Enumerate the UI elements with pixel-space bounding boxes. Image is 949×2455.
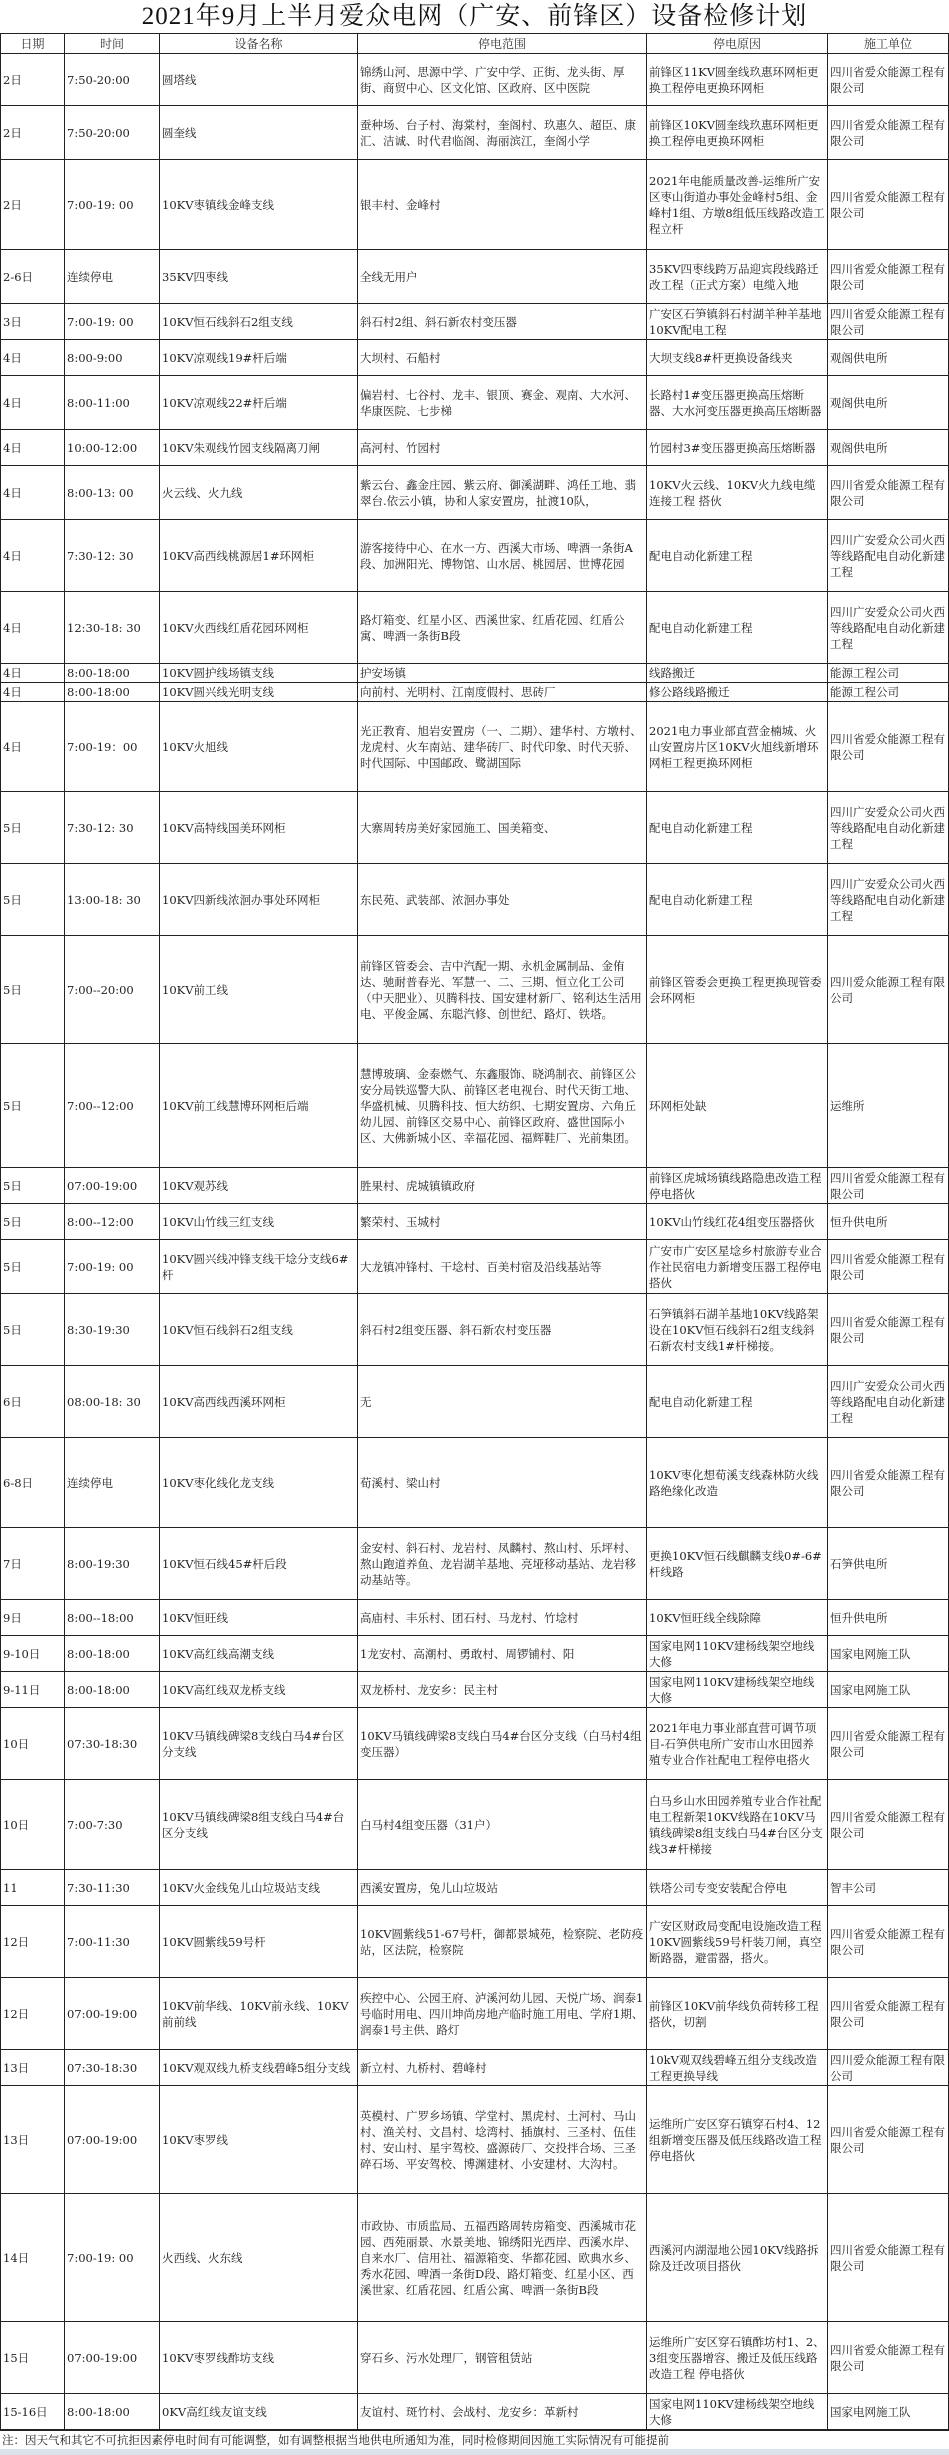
cell-reason: 运维所广安区穿石镇穿石村4、12组新增变压器及低压线路改造工程停电搭伙 bbox=[647, 2086, 828, 2194]
cell-time: 7:00-19: 00 bbox=[65, 304, 160, 340]
cell-date: 4日 bbox=[1, 664, 65, 683]
cell-reason: 10KV山竹线红花4组变压器搭伙 bbox=[647, 1204, 828, 1240]
cell-date: 3日 bbox=[1, 304, 65, 340]
cell-unit: 恒升供电所 bbox=[828, 1204, 949, 1240]
cell-date: 9日 bbox=[1, 1600, 65, 1636]
table-row bbox=[1, 54, 949, 106]
table-row bbox=[1, 2194, 949, 2322]
cell-date: 5日 bbox=[1, 1294, 65, 1366]
cell-device: 10KV凉观线19#杆后端 bbox=[160, 340, 358, 376]
cell-unit: 国家电网施工队 bbox=[828, 2394, 949, 2430]
cell-reason: 石笋镇斜石湖羊基地10KV线路架设在10KV恒石线斜石2组支线斜石新农村支线1#杆梯接。 bbox=[647, 1294, 828, 1366]
cell-date: 4日 bbox=[1, 520, 65, 592]
table-row bbox=[1, 2050, 949, 2086]
cell-device: 10KV火旭线 bbox=[160, 702, 358, 792]
footnote: 注：因天气和其它不可抗拒因素停电时间有可能调整，如有调整根据当地供电所通知为准，同时检修期间因施工实际情况有可能提前 bbox=[0, 2430, 949, 2449]
cell-reason: 运维所广安区穿石镇酢坊村1、2、3组变压器增容、搬迁及低压线路改造工程 停电搭伙 bbox=[647, 2322, 828, 2394]
cell-reason: 白马乡山水田园养殖专业合作社配电工程新架10KV线路在10KV马镇线碑梁8组支线白马4#台区分支线3#杆梯接 bbox=[647, 1780, 828, 1870]
cell-date: 14日 bbox=[1, 2194, 65, 2322]
cell-time: 08:00-18: 30 bbox=[65, 1366, 160, 1438]
cell-device: 10KV高西线西溪环网柜 bbox=[160, 1366, 358, 1438]
cell-time: 8:00-18:00 bbox=[65, 2394, 160, 2430]
cell-reason: 前锋区11KV圆奎线玖惠环网柜更换工程停电更换环网柜 bbox=[647, 54, 828, 106]
column-header-unit: 施工单位 bbox=[828, 34, 949, 54]
table-row bbox=[1, 1600, 949, 1636]
cell-scope: 高庙村、丰乐村、团石村、马龙村、竹埝村 bbox=[358, 1600, 647, 1636]
cell-scope: 英模村、广罗乡场镇、学堂村、黑虎村、土河村、马山村、渔关村、文昌村、埝湾村、插旗村、三圣村、伍佳村、安山村、星宇驾校、盛源砖厂、交投拌合场、三圣碎石场、平安驾校、博渊建材、小安建材、大沟村。 bbox=[358, 2086, 647, 2194]
cell-date: 13日 bbox=[1, 2050, 65, 2086]
cell-time: 8:00-18:00 bbox=[65, 1636, 160, 1672]
cell-reason: 长路村1#变压器更换高压熔断器、大水河变压器更换高压熔断器 bbox=[647, 376, 828, 430]
cell-reason: 铁塔公司专变安装配合停电 bbox=[647, 1870, 828, 1906]
cell-unit: 恒升供电所 bbox=[828, 1600, 949, 1636]
table-row bbox=[1, 1672, 949, 1708]
cell-unit: 四川广安爱众公司火西等线路配电自动化新建工程 bbox=[828, 1366, 949, 1438]
cell-date: 4日 bbox=[1, 376, 65, 430]
table-row bbox=[1, 466, 949, 520]
table-row bbox=[1, 250, 949, 304]
cell-unit: 四川省爱众能源工程有限公司 bbox=[828, 106, 949, 160]
cell-scope: 锦绣山河、思源中学、广安中学、正街、龙头街、厚街、商贸中心、区文化馆、区政府、区中医院 bbox=[358, 54, 647, 106]
cell-date: 4日 bbox=[1, 702, 65, 792]
cell-unit: 四川广安爱众公司火西等线路配电自动化新建工程 bbox=[828, 792, 949, 864]
cell-date: 10日 bbox=[1, 1780, 65, 1870]
cell-scope: 疾控中心、公园王府、泸溪河幼儿园、天悦广场、润泰1号临时用电、四川坤尚房地产临时施工用电、学府1期、润泰1号主供、路灯 bbox=[358, 1978, 647, 2050]
cell-scope: 路灯箱变、红星小区、西溪世家、红盾花园、红盾公寓、啤酒一条街B段 bbox=[358, 592, 647, 664]
table-body bbox=[1, 54, 949, 2430]
cell-reason: 环网柜处缺 bbox=[647, 1044, 828, 1168]
cell-unit: 国家电网施工队 bbox=[828, 1672, 949, 1708]
cell-device: 10KV恒石线45#杆后段 bbox=[160, 1528, 358, 1600]
cell-device: 10KV恒旺线 bbox=[160, 1600, 358, 1636]
cell-device: 10KV马镇线碑梁8组支线白马4#台区分支线 bbox=[160, 1780, 358, 1870]
cell-scope: 白马村4组变压器（31户） bbox=[358, 1780, 647, 1870]
cell-device: 10KV恒石线斜石2组支线 bbox=[160, 1294, 358, 1366]
cell-device: 10KV枣化线化龙支线 bbox=[160, 1438, 358, 1528]
cell-reason: 10KV枣化想荀溪支线森林防火线路绝缘化改造 bbox=[647, 1438, 828, 1528]
cell-unit: 四川省爱众能源工程有限公司 bbox=[828, 250, 949, 304]
table-row bbox=[1, 936, 949, 1044]
cell-date: 9-11日 bbox=[1, 1672, 65, 1708]
cell-time: 7:00-7:30 bbox=[65, 1780, 160, 1870]
table-row bbox=[1, 1240, 949, 1294]
cell-time: 7:00-11:30 bbox=[65, 1906, 160, 1978]
table-row bbox=[1, 430, 949, 466]
table-row bbox=[1, 664, 949, 683]
cell-date: 4日 bbox=[1, 430, 65, 466]
cell-reason: 前锋区虎城场镇线路隐患改造工程停电搭伙 bbox=[647, 1168, 828, 1204]
table-row bbox=[1, 864, 949, 936]
cell-scope: 大龙镇冲锋村、干埝村、百美村宿及沿线基站等 bbox=[358, 1240, 647, 1294]
cell-time: 连续停电 bbox=[65, 1438, 160, 1528]
cell-reason: 配电自动化新建工程 bbox=[647, 520, 828, 592]
cell-time: 7:00-19: 00 bbox=[65, 1240, 160, 1294]
cell-device: 10KV朱观线竹园支线隔离刀闸 bbox=[160, 430, 358, 466]
cell-reason: 竹园村3#变压器更换高压熔断器 bbox=[647, 430, 828, 466]
table-row bbox=[1, 792, 949, 864]
table-row bbox=[1, 1708, 949, 1780]
cell-device: 10KV高红线高潮支线 bbox=[160, 1636, 358, 1672]
cell-date: 12日 bbox=[1, 1978, 65, 2050]
cell-reason: 前锋区10KV前华线负荷转移工程搭伙，切割 bbox=[647, 1978, 828, 2050]
cell-unit: 四川省爱众能源工程有限公司 bbox=[828, 160, 949, 250]
cell-scope: 护安场镇 bbox=[358, 664, 647, 683]
table-row bbox=[1, 160, 949, 250]
table-row bbox=[1, 520, 949, 592]
cell-device: 35KV四枣线 bbox=[160, 250, 358, 304]
cell-scope: 斜石村2组变压器、斜石新农村变压器 bbox=[358, 1294, 647, 1366]
cell-scope: 大寨周转房美好家园施工、国美箱变、 bbox=[358, 792, 647, 864]
cell-reason: 前锋区10KV圆奎线玖惠环网柜更换工程停电更换环网柜 bbox=[647, 106, 828, 160]
cell-reason: 2021电力事业部直营金楠城、火山安置房片区10KV火旭线新增环网柜工程更换环网柜 bbox=[647, 702, 828, 792]
cell-reason: 国家电网110KV建杨线架空地线大修 bbox=[647, 2394, 828, 2430]
cell-scope: 新立村、九桥村、碧峰村 bbox=[358, 2050, 647, 2086]
cell-device: 10KV恒石线斜石2组支线 bbox=[160, 304, 358, 340]
cell-device: 10KV山竹线三红支线 bbox=[160, 1204, 358, 1240]
cell-reason: 西溪河内湖湿地公园10KV线路拆除及迁改项目搭伙 bbox=[647, 2194, 828, 2322]
maintenance-table bbox=[0, 33, 949, 2430]
cell-reason: 10KV恒旺线全线除障 bbox=[647, 1600, 828, 1636]
cell-scope: 光正教育、旭岩安置房（一、二期）、建华村、方墩村、龙虎村、火车南站、建华砖厂、时代印象、时代天骄、时代国际、中国邮政、鹭湖国际 bbox=[358, 702, 647, 792]
cell-reason: 前锋区管委会更换工程更换现管委会环网柜 bbox=[647, 936, 828, 1044]
cell-device: 10KV前华线、10KV前永线、10KV前前线 bbox=[160, 1978, 358, 2050]
cell-time: 7:50-20:00 bbox=[65, 106, 160, 160]
cell-unit: 四川省爱众能源工程有限公司 bbox=[828, 2194, 949, 2322]
cell-reason: 线路搬迁 bbox=[647, 664, 828, 683]
cell-time: 07:00-19:00 bbox=[65, 1168, 160, 1204]
cell-reason: 配电自动化新建工程 bbox=[647, 792, 828, 864]
cell-device: 10KV凉观线22#杆后端 bbox=[160, 376, 358, 430]
cell-unit: 四川广安爱众公司火西等线路配电自动化新建工程 bbox=[828, 520, 949, 592]
table-header-row bbox=[1, 34, 949, 54]
table-row bbox=[1, 1204, 949, 1240]
cell-unit: 国家电网施工队 bbox=[828, 1636, 949, 1672]
cell-date: 5日 bbox=[1, 936, 65, 1044]
cell-time: 07:30-18:30 bbox=[65, 2050, 160, 2086]
cell-reason: 国家电网110KV建杨线架空地线大修 bbox=[647, 1672, 828, 1708]
cell-reason: 广安区石笋镇斜石村湖羊种羊基地10KV配电工程 bbox=[647, 304, 828, 340]
table-row bbox=[1, 1870, 949, 1906]
column-header-scope: 停电范围 bbox=[358, 34, 647, 54]
cell-unit: 四川省爱众能源工程有限公司 bbox=[828, 2322, 949, 2394]
cell-reason: 大坝支线8#杆更换设备线夹 bbox=[647, 340, 828, 376]
cell-time: 8:00-19:30 bbox=[65, 1528, 160, 1600]
column-header-device: 设备名称 bbox=[160, 34, 358, 54]
table-row bbox=[1, 1636, 949, 1672]
cell-scope: 斜石村2组、斜石新农村变压器 bbox=[358, 304, 647, 340]
cell-unit: 四川省爱众能源工程有限公司 bbox=[828, 466, 949, 520]
cell-unit: 智丰公司 bbox=[828, 1870, 949, 1906]
cell-scope: 胜果村、虎城镇镇政府 bbox=[358, 1168, 647, 1204]
cell-date: 13日 bbox=[1, 2086, 65, 2194]
column-header-reason: 停电原因 bbox=[647, 34, 828, 54]
cell-date: 4日 bbox=[1, 340, 65, 376]
cell-time: 7:50-20:00 bbox=[65, 54, 160, 106]
cell-device: 10KV圆兴线冲锋支线干埝分支线6#杆 bbox=[160, 1240, 358, 1294]
cell-scope: 蚕种场、台子村、海棠村，奎阁村、玖惠久、超臣、康汇、洁诚、时代君临阁、海丽滨江，奎阁小学 bbox=[358, 106, 647, 160]
cell-reason: 2021年电能质量改善-运维所广安区枣山街道办事处金峰村5组、金峰村1组、方墩8组低压线路改造工程立杆 bbox=[647, 160, 828, 250]
cell-device: 0KV高红线友谊支线 bbox=[160, 2394, 358, 2430]
cell-time: 12:30-18: 30 bbox=[65, 592, 160, 664]
cell-scope: 10KV圆紫线51-67号杆，御都景城苑，检察院、老防疫站，区法院，检察院 bbox=[358, 1906, 647, 1978]
cell-unit: 能源工程公司 bbox=[828, 683, 949, 702]
cell-device: 10KV前工线 bbox=[160, 936, 358, 1044]
cell-device: 10KV观苏线 bbox=[160, 1168, 358, 1204]
table-row bbox=[1, 592, 949, 664]
table-row bbox=[1, 1294, 949, 1366]
cell-unit: 观阁供电所 bbox=[828, 376, 949, 430]
cell-unit: 四川广安爱众公司火西等线路配电自动化新建工程 bbox=[828, 592, 949, 664]
cell-scope: 高河村、竹园村 bbox=[358, 430, 647, 466]
cell-time: 7:30-12: 30 bbox=[65, 520, 160, 592]
cell-scope: 东民苑、武装部、浓洄办事处 bbox=[358, 864, 647, 936]
cell-date: 2日 bbox=[1, 54, 65, 106]
cell-date: 5日 bbox=[1, 1240, 65, 1294]
cell-scope: 繁荣村、玉城村 bbox=[358, 1204, 647, 1240]
cell-scope: 向前村、光明村、江南度假村、思砖厂 bbox=[358, 683, 647, 702]
table-row bbox=[1, 1044, 949, 1168]
table-row bbox=[1, 2322, 949, 2394]
cell-time: 8:00--12:00 bbox=[65, 1204, 160, 1240]
cell-scope: 全线无用户 bbox=[358, 250, 647, 304]
cell-device: 10KV圆兴线光明支线 bbox=[160, 683, 358, 702]
cell-unit: 四川省爱众能源工程有限公司 bbox=[828, 1438, 949, 1528]
cell-time: 07:30-18:30 bbox=[65, 1708, 160, 1780]
cell-scope: 市政协、市质监局、五福西路周转房箱变、西溪城市花园、西苑丽景、水景美地、锦绣阳光西岸、西溪水岸、自来水厂、信用社、福源箱变、华都花园、欧典水乡、秀水花园、啤酒一条街D段、路灯箱变、红星小区、西溪世家、红盾花园、红盾公寓、啤酒一条街B段 bbox=[358, 2194, 647, 2322]
table-row bbox=[1, 683, 949, 702]
page-title: 2021年9月上半月爱众电网（广安、前锋区）设备检修计划 bbox=[141, 3, 808, 30]
cell-device: 10KV观双线九桥支线碧峰5组分支线 bbox=[160, 2050, 358, 2086]
cell-time: 8:00-13: 00 bbox=[65, 466, 160, 520]
cell-unit: 观阁供电所 bbox=[828, 340, 949, 376]
cell-unit: 石笋供电所 bbox=[828, 1528, 949, 1600]
cell-unit: 四川省爱众能源工程有限公司 bbox=[828, 1240, 949, 1294]
cell-time: 13:00-18: 30 bbox=[65, 864, 160, 936]
table-row bbox=[1, 1528, 949, 1600]
cell-reason: 更换10KV恒石线麒麟支线0#-6#杆线路 bbox=[647, 1528, 828, 1600]
cell-time: 8:00-9:00 bbox=[65, 340, 160, 376]
cell-time: 8:00-18:00 bbox=[65, 683, 160, 702]
cell-device: 10KV火西线红盾花园环网柜 bbox=[160, 592, 358, 664]
table-row bbox=[1, 1906, 949, 1978]
cell-date: 5日 bbox=[1, 792, 65, 864]
cell-device: 10KV高西线桃源居1#环网柜 bbox=[160, 520, 358, 592]
table-row bbox=[1, 702, 949, 792]
cell-time: 7:00--20:00 bbox=[65, 936, 160, 1044]
table-row bbox=[1, 1366, 949, 1438]
cell-device: 10KV马镇线碑梁8支线白马4#台区分支线 bbox=[160, 1708, 358, 1780]
cell-date: 5日 bbox=[1, 1204, 65, 1240]
cell-unit: 四川省爱众能源工程有限公司 bbox=[828, 1708, 949, 1780]
cell-date: 4日 bbox=[1, 683, 65, 702]
cell-date: 6日 bbox=[1, 1366, 65, 1438]
cell-device: 10KV高特线国美环网柜 bbox=[160, 792, 358, 864]
cell-date: 4日 bbox=[1, 592, 65, 664]
cell-scope: 双龙桥村、龙安乡：民主村 bbox=[358, 1672, 647, 1708]
table-row bbox=[1, 1978, 949, 2050]
cell-device: 火西线、火东线 bbox=[160, 2194, 358, 2322]
cell-unit: 四川爱众能源工程有限公司 bbox=[828, 936, 949, 1044]
cell-scope: 友谊村、斑竹村、会战村、龙安乡：革新村 bbox=[358, 2394, 647, 2430]
cell-reason: 2021年电力事业部直营可调节项目-石笋供电所广安市山水田园养殖专业合作社配电工程停电搭火 bbox=[647, 1708, 828, 1780]
cell-device: 10KV圆护线场镇支线 bbox=[160, 664, 358, 683]
cell-date: 7日 bbox=[1, 1528, 65, 1600]
table-row bbox=[1, 106, 949, 160]
cell-date: 12日 bbox=[1, 1906, 65, 1978]
column-header-time: 时间 bbox=[65, 34, 160, 54]
cell-date: 5日 bbox=[1, 864, 65, 936]
cell-unit: 观阁供电所 bbox=[828, 430, 949, 466]
cell-unit: 四川广安爱众公司火西等线路配电自动化新建工程 bbox=[828, 864, 949, 936]
cell-reason: 广安市广安区星埝乡村旅游专业合作社民宿电力新增变压器工程停电搭伙 bbox=[647, 1240, 828, 1294]
cell-reason: 配电自动化新建工程 bbox=[647, 592, 828, 664]
cell-scope: 荀溪村、梁山村 bbox=[358, 1438, 647, 1528]
cell-scope: 1龙安村、高潮村、勇敢村、周锣铺村、阳 bbox=[358, 1636, 647, 1672]
table-row bbox=[1, 1780, 949, 1870]
cell-time: 7:30-12: 30 bbox=[65, 792, 160, 864]
cell-date: 2日 bbox=[1, 106, 65, 160]
cell-unit: 四川爱众能源工程有限公司 bbox=[828, 2050, 949, 2086]
cell-time: 10:00-12:00 bbox=[65, 430, 160, 466]
cell-reason: 10KV火云线、10KV火九线电缆连接工程 搭伙 bbox=[647, 466, 828, 520]
cell-device: 10KV枣罗线 bbox=[160, 2086, 358, 2194]
cell-device: 10KV高红线双龙桥支线 bbox=[160, 1672, 358, 1708]
table-row bbox=[1, 2086, 949, 2194]
cell-time: 8:00--18:00 bbox=[65, 1600, 160, 1636]
cell-device: 圆奎线 bbox=[160, 106, 358, 160]
cell-reason: 配电自动化新建工程 bbox=[647, 864, 828, 936]
cell-unit: 四川省爱众能源工程有限公司 bbox=[828, 304, 949, 340]
cell-scope: 金安村、斜石村、龙岩村、凤麟村、熬山村、乐坪村、熬山跑道养鱼、龙岩湖羊基地、亮垭移动基站、龙岩移动基站等。 bbox=[358, 1528, 647, 1600]
cell-scope: 穿石乡、污水处理厂，钢管租赁站 bbox=[358, 2322, 647, 2394]
cell-device: 火云线、火九线 bbox=[160, 466, 358, 520]
table-row bbox=[1, 1168, 949, 1204]
cell-scope: 偏岩村、七谷村、龙丰、银顶、赛金、观南、大水河、华康医院、七步梯 bbox=[358, 376, 647, 430]
cell-device: 圆塔线 bbox=[160, 54, 358, 106]
cell-unit: 四川省爱众能源工程有限公司 bbox=[828, 702, 949, 792]
cell-date: 15日 bbox=[1, 2322, 65, 2394]
cell-date: 15-16日 bbox=[1, 2394, 65, 2430]
cell-time: 7:00-19：00 bbox=[65, 702, 160, 792]
cell-time: 7:00-19: 00 bbox=[65, 2194, 160, 2322]
cell-date: 9-10日 bbox=[1, 1636, 65, 1672]
cell-device: 10KV前工线慧博环网柜后端 bbox=[160, 1044, 358, 1168]
cell-time: 8:00-18:00 bbox=[65, 1672, 160, 1708]
cell-reason: 国家电网110KV建杨线架空地线大修 bbox=[647, 1636, 828, 1672]
cell-time: 7:00-19: 00 bbox=[65, 160, 160, 250]
cell-device: 10KV枣镇线金峰支线 bbox=[160, 160, 358, 250]
cell-time: 07:00-19:00 bbox=[65, 2086, 160, 2194]
cell-reason: 35KV四枣线跨万品迎宾段线路迁改工程（正式方案）电缆入地 bbox=[647, 250, 828, 304]
cell-device: 10KV枣罗线酢坊支线 bbox=[160, 2322, 358, 2394]
cell-time: 07:00-19:00 bbox=[65, 2322, 160, 2394]
cell-time: 7:30-11:30 bbox=[65, 1870, 160, 1906]
cell-unit: 四川省爱众能源工程有限公司 bbox=[828, 1168, 949, 1204]
cell-date: 5日 bbox=[1, 1168, 65, 1204]
cell-time: 7:00--12:00 bbox=[65, 1044, 160, 1168]
cell-scope: 紫云台、鑫金庄园、紫云府、御溪湖畔、鸿任工地、翡翠台.依云小镇，协和人家安置房，扯渡10队， bbox=[358, 466, 647, 520]
cell-unit: 能源工程公司 bbox=[828, 664, 949, 683]
cell-scope: 慧博玻璃、金泰燃气、东鑫服饰、晓鸿制衣、前锋区公安分局铁巡警大队、前锋区老电视台、时代天街工地、华盛机械、贝腾科技、恒大纺织、七期安置房、六角丘幼儿园、前锋区交易中心、前锋区政府、盛世国际小区、大佛新城小区、幸福花园、福辉鞋厂、光前集团。 bbox=[358, 1044, 647, 1168]
cell-time: 8:00-18:00 bbox=[65, 664, 160, 683]
cell-unit: 四川省爱众能源工程有限公司 bbox=[828, 54, 949, 106]
cell-time: 8:00-11:00 bbox=[65, 376, 160, 430]
cell-time: 连续停电 bbox=[65, 250, 160, 304]
cell-date: 2-6日 bbox=[1, 250, 65, 304]
cell-unit: 四川省爱众能源工程有限公司 bbox=[828, 1780, 949, 1870]
cell-device: 10KV圆紫线59号杆 bbox=[160, 1906, 358, 1978]
cell-scope: 西溪安置房，兔儿山垃圾站 bbox=[358, 1870, 647, 1906]
cell-unit: 四川省爱众能源工程有限公司 bbox=[828, 1978, 949, 2050]
cell-time: 07:00-19:00 bbox=[65, 1978, 160, 2050]
cell-time: 8:30-19:30 bbox=[65, 1294, 160, 1366]
sheet-bottom-edge bbox=[0, 2449, 949, 2455]
cell-scope: 银丰村、金峰村 bbox=[358, 160, 647, 250]
table-row bbox=[1, 340, 949, 376]
cell-date: 5日 bbox=[1, 1044, 65, 1168]
cell-date: 4日 bbox=[1, 466, 65, 520]
table-row bbox=[1, 376, 949, 430]
cell-reason: 10kV观双线碧峰五组分支线改造工程更换导线 bbox=[647, 2050, 828, 2086]
cell-unit: 四川省爱众能源工程有限公司 bbox=[828, 1906, 949, 1978]
cell-scope: 无 bbox=[358, 1366, 647, 1438]
cell-scope: 游客接待中心、在水一方、西溪大市场、啤酒一条街A段、加洲阳光、博物馆、山水居、桃园居、世博花园 bbox=[358, 520, 647, 592]
cell-unit: 运维所 bbox=[828, 1044, 949, 1168]
cell-date: 2日 bbox=[1, 160, 65, 250]
cell-reason: 广安区财政局变配电设施改造工程10KV圆紫线59号杆装刀闸，真空断路器，避雷器，搭火。 bbox=[647, 1906, 828, 1978]
cell-date: 6-8日 bbox=[1, 1438, 65, 1528]
cell-device: 10KV四新线浓洄办事处环网柜 bbox=[160, 864, 358, 936]
cell-reason: 修公路线路搬迁 bbox=[647, 683, 828, 702]
cell-date: 10日 bbox=[1, 1708, 65, 1780]
cell-scope: 大坝村、石船村 bbox=[358, 340, 647, 376]
cell-reason: 配电自动化新建工程 bbox=[647, 1366, 828, 1438]
cell-scope: 前锋区管委会、吉中汽配一期、永机金属制品、金侑达、驰耐普春光、军慧一、二、三期、恒立化工公司（中天肥业）、贝腾科技、国安建材新厂、铭利达生活用电、平俊金属、东聪汽修、创世纪、路灯、铁塔。 bbox=[358, 936, 647, 1044]
table-row bbox=[1, 1438, 949, 1528]
cell-scope: 10KV马镇线碑梁8支线白马4#台区分支线（白马村4组变压器） bbox=[358, 1708, 647, 1780]
table-row bbox=[1, 304, 949, 340]
cell-date: 11 bbox=[1, 1870, 65, 1906]
cell-unit: 四川省爱众能源工程有限公司 bbox=[828, 2086, 949, 2194]
cell-unit: 四川省爱众能源工程有限公司 bbox=[828, 1294, 949, 1366]
table-row bbox=[1, 2394, 949, 2430]
cell-device: 10KV火金线兔儿山垃圾站支线 bbox=[160, 1870, 358, 1906]
column-header-date: 日期 bbox=[1, 34, 65, 54]
